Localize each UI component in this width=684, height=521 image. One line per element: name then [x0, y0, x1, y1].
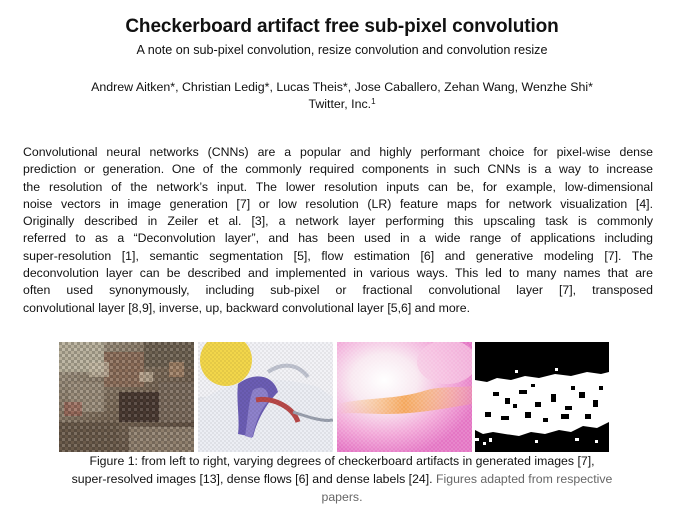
affiliation-name: Twitter, Inc. [308, 97, 372, 111]
abstract-line: Originally described in Zeiler et al. [3], a network layer performing this upscaling task is commonly [23, 214, 653, 229]
caption-line: Figure 1: from left to right, varying degrees of checkerboard artifacts in generated images [7], [89, 454, 595, 468]
abstract-line: referred to as a “Deconvolution layer”, and has been used in a wide range of applications including [23, 231, 653, 246]
figure-image-dense-labels [475, 342, 609, 452]
caption-text: super-resolved images [13], dense flows [6] and dense labels [24]. [71, 472, 433, 486]
abstract-line: the resolution of the network’s input. The lower resolution inputs can be, for example, low-dimensional [23, 179, 653, 194]
caption-attribution-continued: papers. [321, 490, 363, 504]
figure-1-images [0, 342, 684, 452]
caption-line [30, 470, 654, 488]
affiliation [0, 97, 684, 111]
figure-image-super-resolved [198, 342, 333, 452]
figure-image-generated-checkerboard [59, 342, 194, 452]
abstract-line: Convolutional neural networks (CNNs) are a popular and highly performant choice for pixel-wise dense [23, 145, 653, 159]
abstract-line: prediction or generation. One of the commonly required components in such CNNs is a way to increase [23, 162, 653, 177]
paper-title: Checkerboard artifact free sub-pixel convolution [125, 16, 559, 37]
affiliation-footnote-mark: 1 [371, 97, 376, 106]
abstract-line: noise vectors in image generation [7] or low resolution (LR) feature maps for network visualization [4]. [23, 196, 653, 211]
figure-image-dense-labels-art [475, 342, 609, 452]
abstract-paragraph [23, 144, 653, 317]
figure-image-generated-checkerboard-art [59, 342, 194, 452]
figure-1-caption [30, 452, 654, 506]
caption-attribution: Figures adapted from respective [436, 472, 613, 486]
author-list: Andrew Aitken*, Christian Ledig*, Lucas Theis*, Jose Caballero, Zehan Wang, Wenzhe Shi* [91, 80, 593, 94]
abstract-line: convolutional layer [8,9], inverse, up, backward convolutional layer [5,6] and more. [23, 300, 471, 315]
figure-image-super-resolved-art [198, 342, 333, 452]
paper-subtitle: A note on sub-pixel convolution, resize convolution and convolution resize [136, 43, 548, 57]
abstract-line: often used synonymously, including sub-pixel or fractional convolutional layer [7], transposed [23, 283, 653, 298]
abstract-line: deconvolution layer can be described and implemented in various ways. This led to many names that are [23, 266, 653, 281]
figure-image-dense-flow-art [337, 342, 472, 452]
abstract-line: super-resolution [1], semantic segmentation [5], flow estimation [6] and generative modeling [7]. The [23, 248, 653, 263]
figure-image-dense-flow [337, 342, 472, 452]
